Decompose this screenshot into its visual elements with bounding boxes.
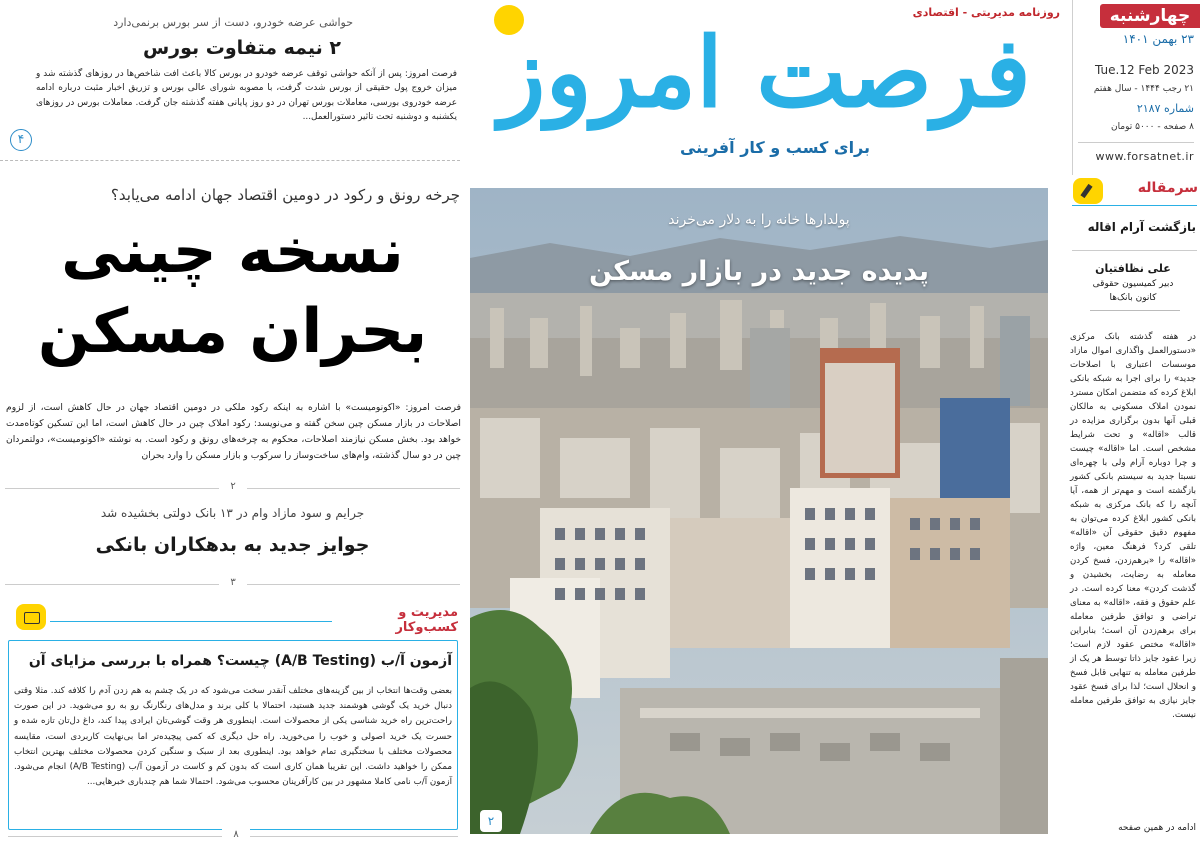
- page-number-badge: ۲: [480, 810, 502, 832]
- price-info: ۸ صفحه - ۵۰۰۰ تومان: [1110, 122, 1194, 132]
- photo-kicker: پولدارها خانه را به دلار می‌خرند: [668, 212, 850, 228]
- teaser-kicker: حواشی عرضه خودرو، دست از سر بورس برنمی‌دارد: [113, 16, 353, 29]
- pen-icon: [1073, 178, 1103, 204]
- lead-headline[interactable]: [5, 212, 460, 372]
- website-link[interactable]: www.forsatnet.ir: [1095, 150, 1194, 163]
- second-kicker: جرایم و سود مازاد وام در ۱۳ بانک دولتی بخشیده شد: [100, 506, 365, 520]
- author-organization: کانون بانک‌ها: [1109, 293, 1157, 303]
- date-persian: ۲۳ بهمن ۱۴۰۱: [1122, 32, 1194, 46]
- page-marker: [8, 829, 458, 843]
- section-rule: [1072, 205, 1197, 206]
- page-marker: [5, 577, 460, 591]
- date-gregorian: Tue.12 Feb 2023: [1095, 63, 1194, 77]
- editorial-headline[interactable]: بازگشت آرام اقاله: [1087, 220, 1196, 234]
- day-name: چهارشنبه: [1100, 4, 1200, 28]
- lead-body: فرصت امروز: «اکونومیست» با اشاره به اینکه رکود ملکی در دومین اقتصاد جهان در حال کاهش است، از لزوم اصلاحات در بازار مسکن چین سخن گفته و می‌نویسد: رکود املاک چین در حال کاهش است، اما این تسکین کوتاه‌مدت خواهد بود. بخش مسکن نیازمند اصلاحات، محکوم به چرخه‌های رونق و رکود است. به نوشته «اکونومیست»، دولتمردان چین در دو سال گذشته، وام‌های ساخت‌وساز را سرکوب و بازار مسکن را وارد بحران: [6, 402, 461, 461]
- masthead-tagline: روزنامه مدیریتی - اقتصادی: [912, 6, 1060, 19]
- author-role: دبیر کمیسیون حقوقی: [1092, 279, 1174, 289]
- briefcase-icon: [16, 604, 46, 630]
- section-heading-editorial: سرمقاله: [1137, 180, 1198, 196]
- logo-subtitle: برای کسب و کار آفرینی: [679, 138, 871, 157]
- teaser-story[interactable]: [6, 16, 461, 156]
- lead-kicker: چرخه رونق و رکود در دومین اقتصاد جهان ادامه می‌یابد؟: [110, 186, 460, 204]
- lead-headline-line1: نسخه چینی: [61, 216, 404, 287]
- page-number: ۸: [222, 829, 250, 840]
- page-number-badge: ۴: [10, 129, 32, 151]
- section-heading-management: مدیریت و کسب‌وکار: [395, 605, 458, 635]
- issue-number: شماره ۲۱۸۷: [1136, 102, 1194, 115]
- page-marker: [5, 481, 460, 495]
- lead-headline-line2: بحران مسکن: [37, 296, 428, 367]
- newspaper-logo: فرصت امروز: [499, 16, 1031, 129]
- management-headline[interactable]: آزمون آ/ب (A/B Testing) چیست؟ همراه با بررسی مزایای آن: [28, 653, 452, 669]
- page-number: ۳: [219, 577, 247, 588]
- photo-headline[interactable]: پدیده جدید در بازار مسکن: [588, 256, 929, 287]
- section-rule: [50, 621, 332, 622]
- page-number: ۲: [219, 481, 247, 492]
- date-hijri: ۲۱ رجب ۱۴۴۴ - سال هفتم: [1093, 84, 1194, 94]
- editorial-body: در هفته گذشته بانک مرکزی «دستورالعمل واگذاری اموال مازاد موسسات اعتباری با اصلاحات جدید» را برای اجرا به شبکه بانکی ابلاغ کرده که متضمن امکان مسترد نمودن املاک مسکونی به مالکان قبلی آنها بدون برگزاری مزایده در قالب «اقاله» و تحت شرایط مشخص است. اما «اقاله» چیست و چرا دوباره آرام ولی با چهره‌ای نسبتا جدید به سیستم بانکی کشور بازگشته است و مهم‌تر از همه، آیا آنچه را که بانک مرکزی به شبکه بانکی کشور ابلاغ کرده می‌توان به مفهوم دقیق حقوقی آن «اقاله» تلقی کرد؟ فرهنگ معین، واژه «اقاله» را «برهم‌زدن، فسخ کردن معامله به رضایت، بخشیدن و گذشت کردن» معنا کرده است. در علم حقوق و فقه، «اقاله» به معنای تراضی و توافق طرفین معامله برای برهم‌زدن آن است؛ بنابراین «اقاله» مختص عقود لازم است؛ زیرا عقود جایز ذاتا توسط هر یک از طرفین معامله به تنهایی قابل فسخ و انحلال است؛ لذا برای فسخ عقود جایز نیازی به توافق طرفین معامله نیست.: [1070, 332, 1196, 720]
- author-name: علی نظافتیان: [1095, 262, 1171, 275]
- divider: [1078, 142, 1194, 143]
- management-body: بعضی وقت‌ها انتخاب از بین گزینه‌های مختلف آنقدر سخت می‌شود که در یک چشم به هم زدن آدم را کلافه کند. مثلا وقتی دنبال خرید یک گوشی هوشمند جدید هستید، احتمالا با کلی برند و مدل‌های رنگارنگ رو به رو می‌شوید. در این صورت راحت‌ترین راه خرید شناسی یکی از محصولات است. اینطوری هر وقت گوشی‌تان ایرادی پیدا کند، داغ دل‌تان تازه شده و حسرت یک خرید اصولی و خوب را می‌خورید. راه حل دیگری که کمی پیچیده‌تر اما بی‌نهایت کاربردی است، مقایسه محصولات مختلف با سختگیری تمام خواهد بود. اینطوری بعد از سبک و سنگین کردن محصولات مختلف بهترین انتخاب ممکن را خواهید داشت. این تقریبا همان کاری است که بدون کم و کاست در آزمون آ/ب (A/B Testing) انجام می‌شود. آزمون آ/ب نامی کاملا مشهور در بین کارآفرینان محسوب می‌شود. احتمالا شما هم چندباری خبرهایی...: [14, 686, 452, 788]
- second-headline[interactable]: جوایز جدید به بدهکاران بانکی: [95, 534, 370, 556]
- teaser-body: فرصت امروز: پس از آنکه حواشی توقف عرضه خودرو در بورس کالا باعث افت شاخص‌ها در روزهای گذشته شد و میزان خروج پول حقیقی از بورس شدت گرفت، با مصوبه شورای عالی بورس و تزریق اخبار مثبت درباره ادامه عرضه خودروی بورسی، معاملات بورس تهران در دو روز پایانی هفته گذشته جان گرفت. معاملات بورس در روزهای یکشنبه و دوشنبه تحت تاثیر دستورالعمل...: [36, 69, 457, 122]
- divider: [0, 160, 460, 161]
- continue-note: ادامه در همین صفحه: [1118, 823, 1196, 833]
- divider: [1072, 250, 1197, 251]
- divider: [1090, 310, 1180, 311]
- teaser-headline[interactable]: ۲ نیمه متفاوت بورس: [142, 37, 341, 59]
